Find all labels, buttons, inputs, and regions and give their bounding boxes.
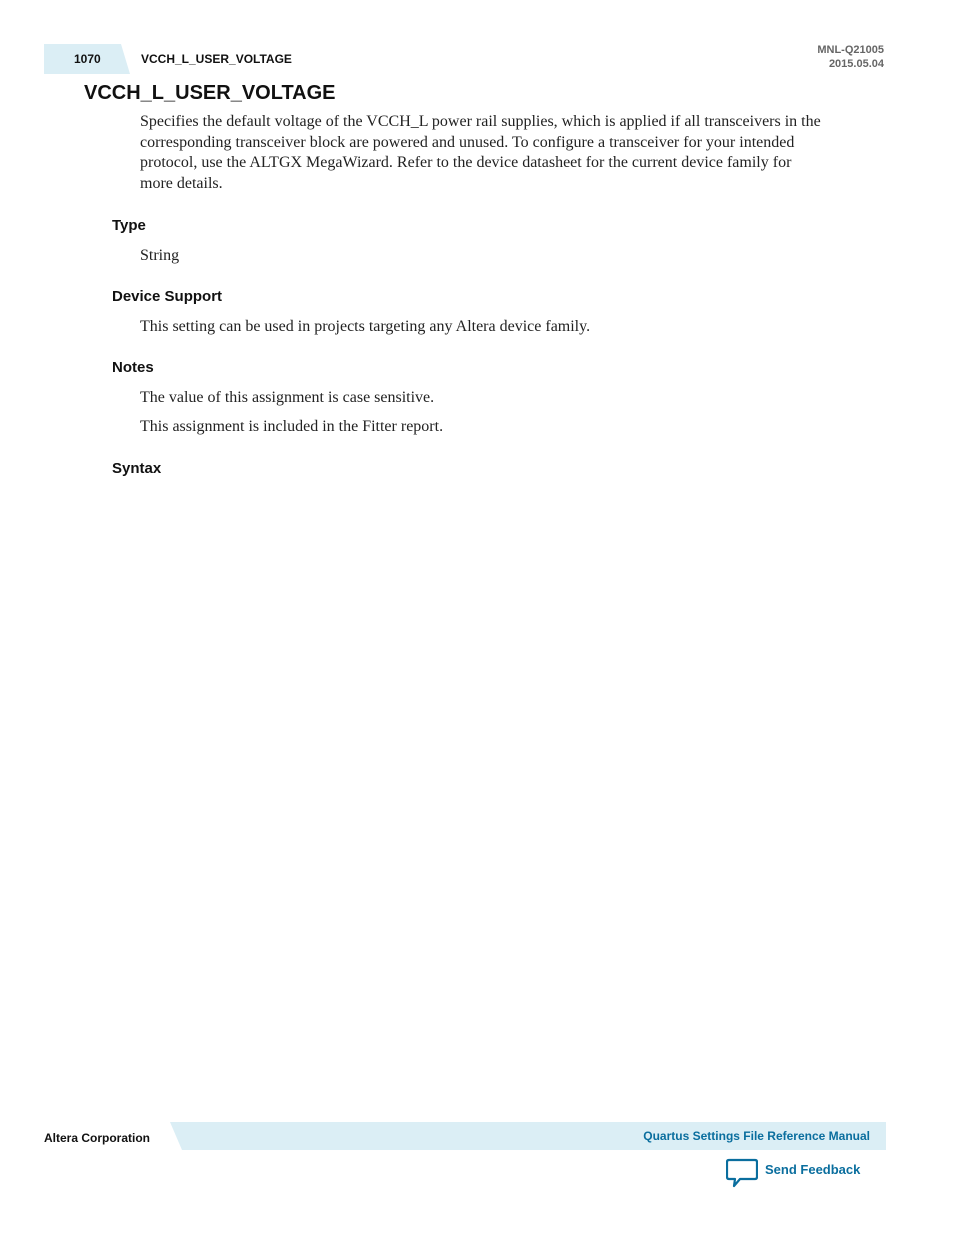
send-feedback-link[interactable]: Send Feedback (765, 1162, 861, 1177)
note-item: This assignment is included in the Fitter report. (140, 418, 444, 435)
page-title: VCCH_L_USER_VOLTAGE (84, 82, 336, 104)
manual-title-link[interactable]: Quartus Settings File Reference Manual (643, 1129, 870, 1143)
note-item: The value of this assignment is case sensitive. (140, 389, 435, 406)
type-value: String (140, 247, 180, 264)
page-number: 1070 (74, 52, 101, 66)
syntax-heading: Syntax (112, 460, 162, 477)
document-id-block (817, 43, 884, 71)
document-date: 2015.05.04 (828, 58, 884, 70)
description (140, 112, 860, 194)
description-line: Specifies the default voltage of the VCCH_L power rail supplies, which is applied if all transceivers in the (140, 113, 821, 130)
device-support-heading: Device Support (112, 288, 223, 305)
notes-heading: Notes (112, 359, 154, 376)
type-heading: Type (112, 217, 146, 234)
header-topic: VCCH_L_USER_VOLTAGE (141, 52, 292, 66)
speech-bubble-icon[interactable] (726, 1158, 758, 1188)
footer-company: Altera Corporation (44, 1131, 151, 1145)
description-line: protocol, use the ALTGX MegaWizard. Refer to the device datasheet for the current device family for (140, 154, 792, 171)
device-support-text: This setting can be used in projects targeting any Altera device family. (140, 318, 591, 335)
description-line: more details. (140, 174, 223, 192)
description-line: corresponding transceiver block are powered and unused. To configure a transceiver for your intended (140, 133, 795, 151)
document-id: MNL-Q21005 (817, 44, 884, 56)
